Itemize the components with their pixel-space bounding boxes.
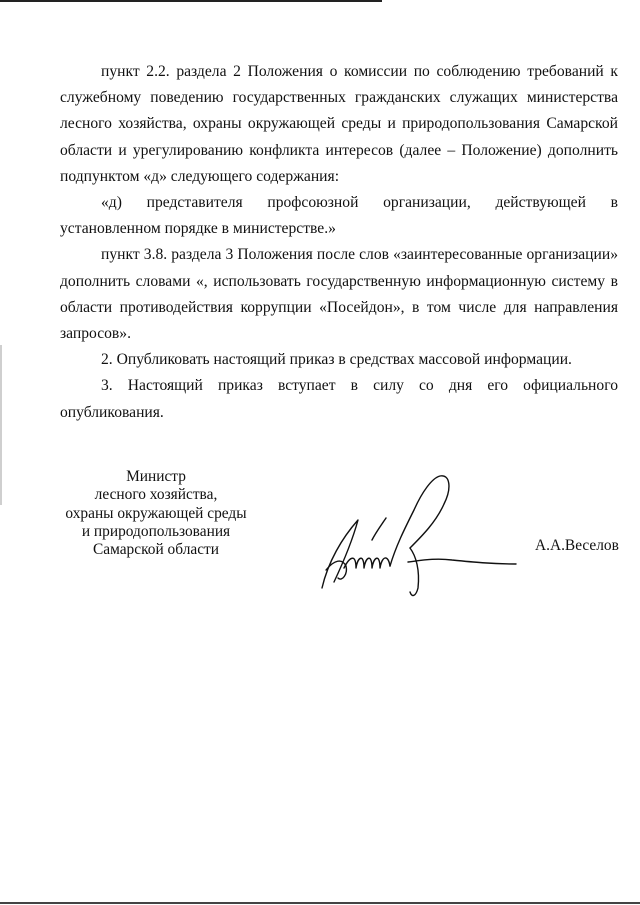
signatory-title-line: Министр: [126, 468, 186, 485]
handwritten-signature: [312, 470, 522, 600]
signatory-title-line: Самарской области: [92, 541, 219, 559]
paragraph-subclause-d: «д) представителя профсоюзной организации, действующей в установленном порядке в министерстве.»: [60, 194, 618, 238]
paragraph-amendment-2-2: пункт 2.2. раздела 2 Положения о комиссии по соблюдению требований к служебному поведению государственных гражданских служащих министерства лесного хозяйства, охраны окружающей среды и природопользования Самарской области и урегулированию конфликта интересов (далее – Положение) дополнить подпунктом «д» следующего содержания:: [60, 63, 618, 185]
top-border-line: [0, 0, 382, 2]
scan-edge-mark: [0, 345, 2, 505]
paragraph-amendment-3-8: пункт 3.8. раздела 3 Положения после слов «заинтересованные организации» дополнить словами «, использовать государственную информационную систему в области противодействия коррупции «Посейдон», в том числе для направления запросов».: [60, 246, 618, 343]
signatory-title-line: и природопользования: [81, 522, 231, 540]
document-body: [60, 59, 618, 426]
signatory-name: А.А.Веселов: [535, 537, 619, 554]
signatory-title: [62, 468, 250, 559]
signatory-title-line: лесного хозяйства,: [94, 486, 218, 504]
paragraph-effective-date: 3. Настоящий приказ вступает в силу со дня его официального опубликования.: [60, 377, 618, 421]
signatory-title-line: охраны окружающей среды: [65, 504, 247, 522]
bottom-border-line: [0, 902, 640, 904]
paragraph-publish-order: 2. Опубликовать настоящий приказ в средствах массовой информации.: [101, 351, 572, 369]
